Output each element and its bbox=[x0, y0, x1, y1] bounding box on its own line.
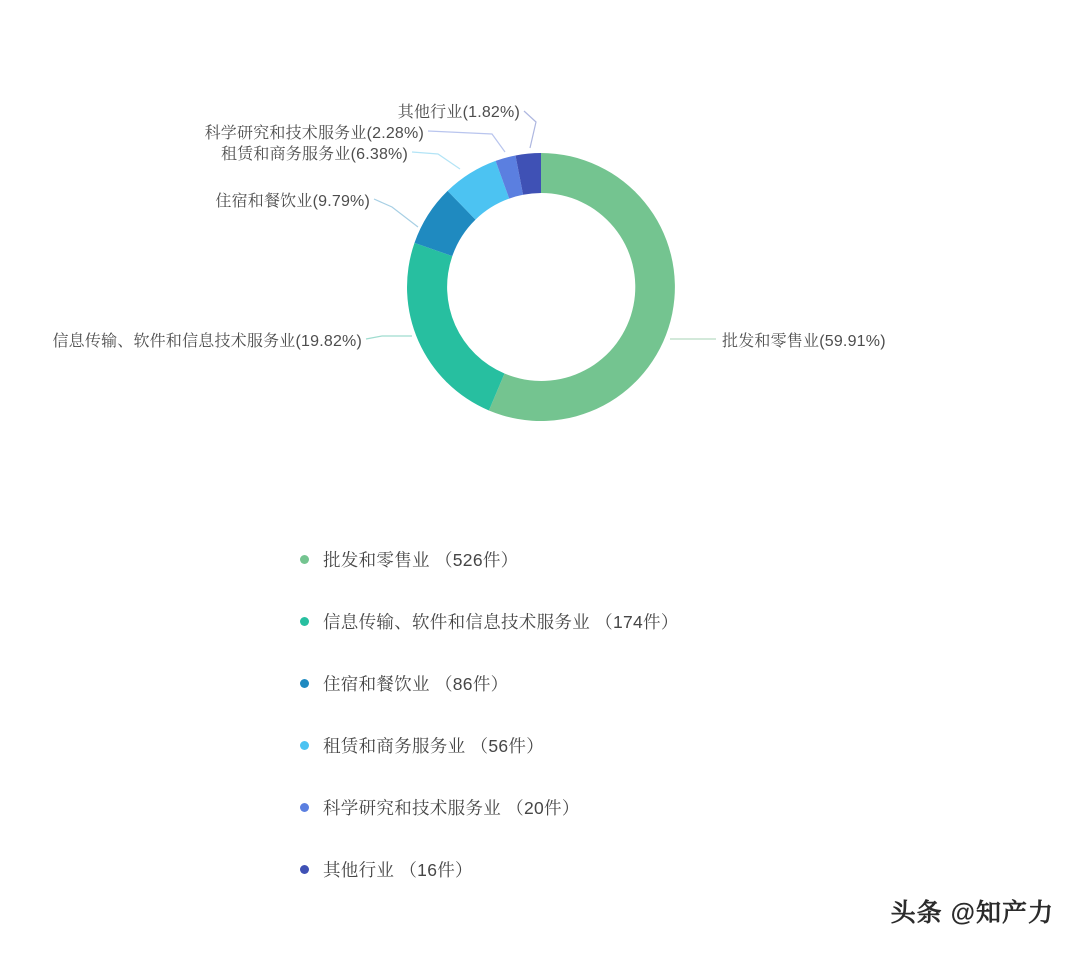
legend-color-swatch-icon bbox=[300, 865, 309, 874]
legend-item-label: 批发和零售业 （526件） bbox=[323, 549, 519, 570]
legend-color-swatch-icon bbox=[300, 617, 309, 626]
legend-item[interactable] bbox=[300, 590, 1000, 652]
callout-label-3: 租赁和商务服务业(6.38%) bbox=[220, 146, 408, 163]
legend-item[interactable] bbox=[300, 528, 1000, 590]
legend-item-label: 科学研究和技术服务业 （20件） bbox=[323, 797, 580, 818]
legend-item[interactable] bbox=[300, 652, 1000, 714]
callout-label-4: 科学研究和技术服务业(2.28%) bbox=[204, 125, 424, 142]
legend-item[interactable] bbox=[300, 714, 1000, 776]
legend-item-label: 信息传输、软件和信息技术服务业 （174件） bbox=[323, 611, 679, 632]
donut-svg bbox=[396, 142, 686, 432]
legend-item-label: 住宿和餐饮业 （86件） bbox=[323, 673, 509, 694]
watermark-account: @知产力 bbox=[950, 899, 1054, 927]
callout-label-5: 其他行业(1.82%) bbox=[397, 104, 520, 121]
legend-item[interactable] bbox=[300, 776, 1000, 838]
pie-slice-1[interactable] bbox=[407, 243, 504, 411]
callout-label-2: 住宿和餐饮业(9.79%) bbox=[215, 193, 370, 210]
legend-item-label: 租赁和商务服务业 （56件） bbox=[323, 735, 545, 756]
legend-item-label: 其他行业 （16件） bbox=[323, 859, 473, 880]
watermark-platform: 头条 bbox=[890, 899, 943, 927]
legend bbox=[300, 528, 1000, 900]
legend-color-swatch-icon bbox=[300, 555, 309, 564]
donut-chart bbox=[396, 142, 686, 432]
watermark bbox=[891, 893, 1054, 929]
callout-label-0: 批发和零售业(59.91%) bbox=[722, 333, 886, 350]
legend-item[interactable] bbox=[300, 838, 1000, 900]
legend-color-swatch-icon bbox=[300, 803, 309, 812]
legend-color-swatch-icon bbox=[300, 741, 309, 750]
callout-label-1: 信息传输、软件和信息技术服务业(19.82%) bbox=[52, 333, 362, 350]
legend-color-swatch-icon bbox=[300, 679, 309, 688]
